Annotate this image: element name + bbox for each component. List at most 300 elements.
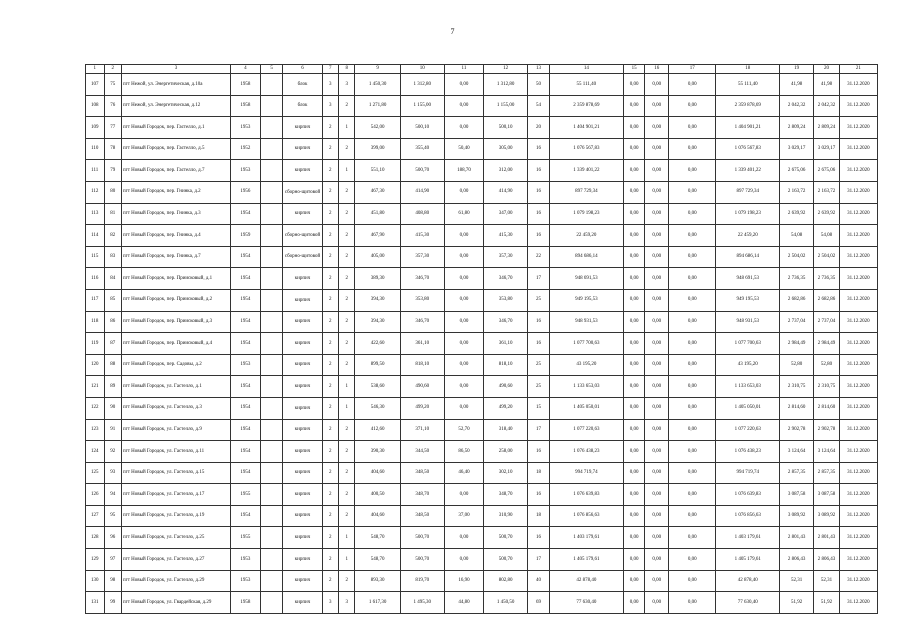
table-cell: 2 639,92 [780, 203, 814, 225]
table-cell: 1958 [231, 592, 261, 614]
table-cell: 1 403 179,61 [549, 527, 623, 549]
table-cell: кирпич [283, 268, 322, 290]
table-cell: 1 079 198,23 [549, 203, 623, 225]
table-cell: 499,20 [483, 397, 527, 419]
table-cell [260, 246, 283, 268]
table-cell: 54 [528, 95, 550, 117]
table-cell: 37,00 [444, 505, 483, 527]
table-cell: 126 [86, 484, 105, 506]
table-cell: 55 111,40 [549, 74, 623, 96]
table-cell: 2 682,86 [814, 289, 840, 311]
table-row [86, 333, 878, 355]
table-row [86, 117, 878, 139]
table-cell: 2 [338, 441, 354, 463]
table-cell: кирпич [283, 397, 322, 419]
table-cell: 2 [338, 225, 354, 247]
table-cell: 1 271,80 [355, 95, 400, 117]
table-cell: 0,00 [444, 484, 483, 506]
table-cell: 0,00 [645, 549, 669, 571]
table-cell: 22 459,20 [549, 225, 623, 247]
table-cell: 2 736,35 [814, 268, 840, 290]
table-cell [260, 289, 283, 311]
table-cell: 1 133 653,03 [716, 376, 780, 398]
table-cell: 1 076 856,63 [716, 505, 780, 527]
column-header: 19 [780, 65, 814, 74]
table-row [86, 181, 878, 203]
table-cell: пгт Новый Городок, пер. Гастелло, д.5 [121, 138, 230, 160]
table-cell: 16 [528, 181, 550, 203]
table-cell: 2 [338, 354, 354, 376]
table-row [86, 376, 878, 398]
column-header: 17 [669, 65, 716, 74]
table-cell: 2 [322, 462, 338, 484]
table-cell: 0,00 [645, 289, 669, 311]
table-cell: 2 [338, 570, 354, 592]
table-cell: кирпич [283, 505, 322, 527]
table-cell: 2 984,49 [814, 333, 840, 355]
table-row [86, 95, 878, 117]
table-cell: 2 [322, 419, 338, 441]
table-cell: 2 801,43 [814, 527, 840, 549]
table-cell: 2 902,78 [814, 419, 840, 441]
table-cell: 41,98 [780, 74, 814, 96]
table-cell: 348,70 [400, 484, 444, 506]
table-cell: пгт Новый Городок, пер. Приисковый, д.3 [121, 311, 230, 333]
table-cell: 548,70 [355, 549, 400, 571]
table-cell: 399,00 [355, 138, 400, 160]
table-cell: 31.12.2020 [839, 203, 877, 225]
table-cell: 31.12.2020 [839, 441, 877, 463]
table-cell: 818,10 [400, 354, 444, 376]
table-cell: 1956 [231, 181, 261, 203]
table-cell: 1 405 179,61 [549, 549, 623, 571]
table-cell: 1 403 179,61 [716, 527, 780, 549]
table-cell: 948 931,53 [549, 311, 623, 333]
table-cell: пгт Новый Городок, ул. Гастелло, д.17 [121, 484, 230, 506]
column-header: 8 [338, 65, 354, 74]
table-cell: 31.12.2020 [839, 246, 877, 268]
table-cell: 0,00 [444, 289, 483, 311]
table-cell: 1 339 401,22 [716, 160, 780, 182]
page-number: 7 [450, 27, 455, 36]
table-cell: 0,00 [669, 527, 716, 549]
table-row [86, 225, 878, 247]
table-cell: 31.12.2020 [839, 397, 877, 419]
table-row [86, 549, 878, 571]
column-header: 6 [283, 65, 322, 74]
table-cell: 500,10 [483, 117, 527, 139]
table-cell: 20 [528, 117, 550, 139]
table-cell: 1954 [231, 419, 261, 441]
table-cell: 0,00 [444, 397, 483, 419]
table-row [86, 74, 878, 96]
table-row [86, 505, 878, 527]
table-cell: 0,00 [444, 549, 483, 571]
table-cell: 2 806,43 [780, 549, 814, 571]
table-cell: 1 077 220,63 [549, 419, 623, 441]
table-cell: 31.12.2020 [839, 333, 877, 355]
table-cell: 110 [86, 138, 105, 160]
table-cell: 0,00 [645, 592, 669, 614]
column-header: 15 [623, 65, 645, 74]
table-cell: 2 310,75 [814, 376, 840, 398]
table-cell [260, 225, 283, 247]
table-cell: 129 [86, 549, 105, 571]
table-cell: 0,00 [669, 95, 716, 117]
table-cell: 0,00 [645, 419, 669, 441]
table-cell: пгт Новый Городок, пер. Гастелло, д.1 [121, 117, 230, 139]
table-cell: 22 [528, 246, 550, 268]
table-cell: 99 [104, 592, 121, 614]
table-cell: 347,00 [483, 203, 527, 225]
table-cell: 79 [104, 160, 121, 182]
table-cell: 404,60 [355, 505, 400, 527]
table-cell: 1955 [231, 527, 261, 549]
table-cell: 2 [338, 419, 354, 441]
table-cell: 3 124,64 [780, 441, 814, 463]
table-cell: 31.12.2020 [839, 376, 877, 398]
table-cell: 346,70 [483, 268, 527, 290]
table-cell: 500,70 [400, 160, 444, 182]
table-cell: 87 [104, 333, 121, 355]
table-cell: пгт Новый Городок, пер. Приисковый, д.1 [121, 268, 230, 290]
table-cell: кирпич [283, 311, 322, 333]
table-cell: 16 [528, 203, 550, 225]
table-cell: 1 076 438,23 [549, 441, 623, 463]
table-cell: 94 [104, 484, 121, 506]
table-cell: 31.12.2020 [839, 527, 877, 549]
table-cell: 3 087,58 [780, 484, 814, 506]
table-cell: 31.12.2020 [839, 181, 877, 203]
table-cell [260, 311, 283, 333]
table-cell: пгт Новый Городок, ул. Гвардейская, д.29 [121, 592, 230, 614]
column-header: 20 [814, 65, 840, 74]
table-cell: 2 [322, 181, 338, 203]
table-cell: 490,60 [483, 376, 527, 398]
table-cell: 500,10 [400, 117, 444, 139]
table-cell: 46,40 [444, 462, 483, 484]
table-cell: 55 111,40 [716, 74, 780, 96]
table-cell: 546,30 [355, 397, 400, 419]
table-cell: 899,50 [355, 354, 400, 376]
table-cell: кирпич [283, 527, 322, 549]
table-cell: 69 [528, 592, 550, 614]
table-cell: 3 029,17 [780, 138, 814, 160]
table-cell: 1 617,30 [355, 592, 400, 614]
table-cell: 0,00 [623, 484, 645, 506]
table-cell: 2 [338, 95, 354, 117]
table-cell: 2 801,43 [780, 527, 814, 549]
table-header-row [86, 65, 878, 74]
table-cell: 551,10 [355, 160, 400, 182]
column-header: 11 [444, 65, 483, 74]
table-cell: 0,00 [444, 376, 483, 398]
table-cell: 44,80 [444, 592, 483, 614]
table-cell: 84 [104, 268, 121, 290]
table-cell: 348,50 [400, 505, 444, 527]
table-cell: 52,80 [814, 354, 840, 376]
table-cell: 124 [86, 441, 105, 463]
table-cell: 0,00 [669, 74, 716, 96]
table-cell: кирпич [283, 138, 322, 160]
table-cell: 2 [338, 138, 354, 160]
table-cell: 1954 [231, 462, 261, 484]
table-cell: 0,00 [645, 203, 669, 225]
table-cell: 542,00 [355, 117, 400, 139]
table-cell: 31.12.2020 [839, 484, 877, 506]
table-cell: пгт Новый Городок, ул. Гастелло, д.25 [121, 527, 230, 549]
table-cell: 414,90 [400, 181, 444, 203]
table-cell: 52,70 [444, 419, 483, 441]
table-cell: 408,80 [400, 203, 444, 225]
table-cell [260, 354, 283, 376]
table-cell: 0,00 [645, 333, 669, 355]
table-cell: 1954 [231, 333, 261, 355]
table-cell: 344,50 [400, 441, 444, 463]
table-cell: 1 339 401,22 [549, 160, 623, 182]
table-cell: 0,00 [623, 117, 645, 139]
table-cell: 1954 [231, 441, 261, 463]
table-cell: 108 [86, 95, 105, 117]
table-cell: 2 [322, 117, 338, 139]
table-cell: 0,00 [623, 462, 645, 484]
table-cell: 451,80 [355, 203, 400, 225]
table-cell: 310,90 [483, 505, 527, 527]
table-cell: 0,00 [623, 441, 645, 463]
table-cell: 394,30 [355, 289, 400, 311]
table-cell: 16,90 [444, 570, 483, 592]
table-cell: 1 [338, 160, 354, 182]
table-row [86, 484, 878, 506]
table-cell: 31.12.2020 [839, 225, 877, 247]
column-header: 13 [528, 65, 550, 74]
table-cell: 422,60 [355, 333, 400, 355]
table-cell: 312,00 [483, 160, 527, 182]
table-cell: 1 079 198,23 [716, 203, 780, 225]
table-cell: 405,00 [355, 246, 400, 268]
table-cell: 818,10 [483, 354, 527, 376]
table-cell: 0,00 [669, 117, 716, 139]
column-header: 4 [231, 65, 261, 74]
table-cell: 0,00 [645, 246, 669, 268]
table-cell: 346,70 [483, 311, 527, 333]
table-cell [260, 181, 283, 203]
table-cell: 125 [86, 462, 105, 484]
table-cell [260, 376, 283, 398]
table-cell [260, 419, 283, 441]
table-cell: 31.12.2020 [839, 549, 877, 571]
table-cell: пгт Новый Городок, пер. Садовы, д.2 [121, 354, 230, 376]
table-cell: 2 [322, 549, 338, 571]
table-cell: 0,00 [669, 505, 716, 527]
table-cell: 0,00 [645, 311, 669, 333]
table-cell: 31.12.2020 [839, 160, 877, 182]
table-cell: 2 [322, 397, 338, 419]
table-cell [260, 95, 283, 117]
table-cell: 2 [322, 246, 338, 268]
table-cell: 119 [86, 333, 105, 355]
table-cell: 111 [86, 160, 105, 182]
table-cell: 90 [104, 397, 121, 419]
table-cell: 1 [338, 376, 354, 398]
table-cell: 305,00 [483, 138, 527, 160]
table-cell: 52,31 [814, 570, 840, 592]
table-cell: 0,00 [645, 74, 669, 96]
table-cell: 0,00 [623, 138, 645, 160]
table-cell: 2 504,02 [780, 246, 814, 268]
table-cell: 118 [86, 311, 105, 333]
table-cell [260, 268, 283, 290]
table-row [86, 397, 878, 419]
table-cell: 1 495,30 [400, 592, 444, 614]
table-cell: кирпич [283, 419, 322, 441]
table-cell: 96 [104, 527, 121, 549]
table-cell: 42 878,40 [549, 570, 623, 592]
table-cell: 3 029,17 [814, 138, 840, 160]
table-cell: 121 [86, 376, 105, 398]
table-row [86, 354, 878, 376]
table-cell: 0,00 [623, 570, 645, 592]
table-cell: 0,00 [669, 289, 716, 311]
table-cell: 2 737,04 [814, 311, 840, 333]
table-cell: кирпич [283, 376, 322, 398]
table-cell: 25 [528, 354, 550, 376]
table-cell [260, 462, 283, 484]
table-cell: блок [283, 74, 322, 96]
table-cell: 1 076 639,83 [549, 484, 623, 506]
table-cell: 80 [104, 181, 121, 203]
table-cell: 0,00 [669, 268, 716, 290]
table-cell: 0,00 [645, 570, 669, 592]
table-cell: 948 931,53 [716, 311, 780, 333]
table-cell: 1 450,30 [355, 74, 400, 96]
table-cell: 0,00 [623, 225, 645, 247]
table-cell: 1955 [231, 484, 261, 506]
table-cell: 1954 [231, 268, 261, 290]
table-cell: сборно-щитовой [283, 181, 322, 203]
table-cell: 1 155,00 [400, 95, 444, 117]
table-cell: 112 [86, 181, 105, 203]
table-cell: 17 [528, 268, 550, 290]
table-cell: 0,00 [645, 95, 669, 117]
column-header: 14 [549, 65, 623, 74]
table-cell: 1 076 639,83 [716, 484, 780, 506]
table-cell: 0,00 [623, 354, 645, 376]
column-header: 18 [716, 65, 780, 74]
table-cell: пгт Новый Городок, пер. Приисковый, д.2 [121, 289, 230, 311]
table-cell: 86 [104, 311, 121, 333]
table-cell: 2 [338, 462, 354, 484]
table-cell: 0,00 [669, 203, 716, 225]
table-cell: 43 195,20 [716, 354, 780, 376]
table-cell: 92 [104, 441, 121, 463]
table-cell: 258,00 [483, 441, 527, 463]
table-cell: 3 089,92 [780, 505, 814, 527]
table-cell: 357,30 [483, 246, 527, 268]
table-cell: 0,00 [623, 333, 645, 355]
table-cell: 499,20 [400, 397, 444, 419]
table-cell: 1 450,50 [483, 592, 527, 614]
table-cell: 0,00 [645, 160, 669, 182]
table-cell: 0,00 [669, 160, 716, 182]
table-cell: 346,70 [400, 311, 444, 333]
table-cell: 22 459,20 [716, 225, 780, 247]
table-cell: 0,00 [444, 354, 483, 376]
table-cell: 412,60 [355, 419, 400, 441]
table-cell: 2 [338, 268, 354, 290]
table-cell: 1 405 179,61 [716, 549, 780, 571]
table-cell: 16 [528, 333, 550, 355]
table-cell: 2 809,24 [780, 117, 814, 139]
table-cell: 949 195,53 [549, 289, 623, 311]
table-cell: 1953 [231, 160, 261, 182]
table-cell: 2 [322, 203, 338, 225]
table-cell: 3 [322, 95, 338, 117]
table-cell: 0,00 [645, 181, 669, 203]
table-cell: 1 312,80 [483, 74, 527, 96]
table-cell: 0,00 [645, 354, 669, 376]
table-cell: 2 [338, 203, 354, 225]
table-cell: 16 [528, 138, 550, 160]
column-header: 21 [839, 65, 877, 74]
table-cell: 131 [86, 592, 105, 614]
table-cell: 414,90 [483, 181, 527, 203]
table-cell: 188,70 [444, 160, 483, 182]
table-row [86, 311, 878, 333]
table-row [86, 570, 878, 592]
table-cell: 0,00 [645, 462, 669, 484]
table-cell: 1959 [231, 225, 261, 247]
table-cell: 0,00 [669, 441, 716, 463]
table-cell: 394,30 [355, 311, 400, 333]
table-cell: 0,00 [669, 570, 716, 592]
table-cell: 31.12.2020 [839, 74, 877, 96]
table-cell: 0,00 [623, 397, 645, 419]
table-cell: пгт Новый Городок, пер. Гастелло, д.7 [121, 160, 230, 182]
table-cell: 82 [104, 225, 121, 247]
table-cell: 0,00 [623, 160, 645, 182]
table-cell: 2 [338, 181, 354, 203]
table-cell: 0,00 [623, 289, 645, 311]
table-row [86, 462, 878, 484]
table-cell: 1954 [231, 289, 261, 311]
table-cell: 0,00 [623, 95, 645, 117]
table-cell: 2 814,60 [780, 397, 814, 419]
table-cell: 0,00 [669, 549, 716, 571]
table-cell: 1 077 700,63 [549, 333, 623, 355]
table-cell: 0,00 [623, 246, 645, 268]
table-cell: 0,00 [623, 549, 645, 571]
table-cell: 0,00 [645, 484, 669, 506]
table-cell: 31.12.2020 [839, 592, 877, 614]
table-cell: пгт Нежой, ул. Энергетическая, д.10а [121, 74, 230, 96]
column-header: 1 [86, 65, 105, 74]
table-cell: 0,00 [623, 268, 645, 290]
table-cell: 500,70 [400, 527, 444, 549]
table-cell: 31.12.2020 [839, 268, 877, 290]
table-cell [260, 570, 283, 592]
table-cell: 0,00 [645, 268, 669, 290]
table-cell: 43 195,20 [549, 354, 623, 376]
table-cell: 25 [528, 289, 550, 311]
table-cell: 2 [322, 441, 338, 463]
table-cell: 2 806,43 [814, 549, 840, 571]
table-cell: 0,00 [669, 462, 716, 484]
table-cell [260, 441, 283, 463]
table-cell: кирпич [283, 203, 322, 225]
table-cell: 17 [528, 419, 550, 441]
table-cell: 1954 [231, 246, 261, 268]
